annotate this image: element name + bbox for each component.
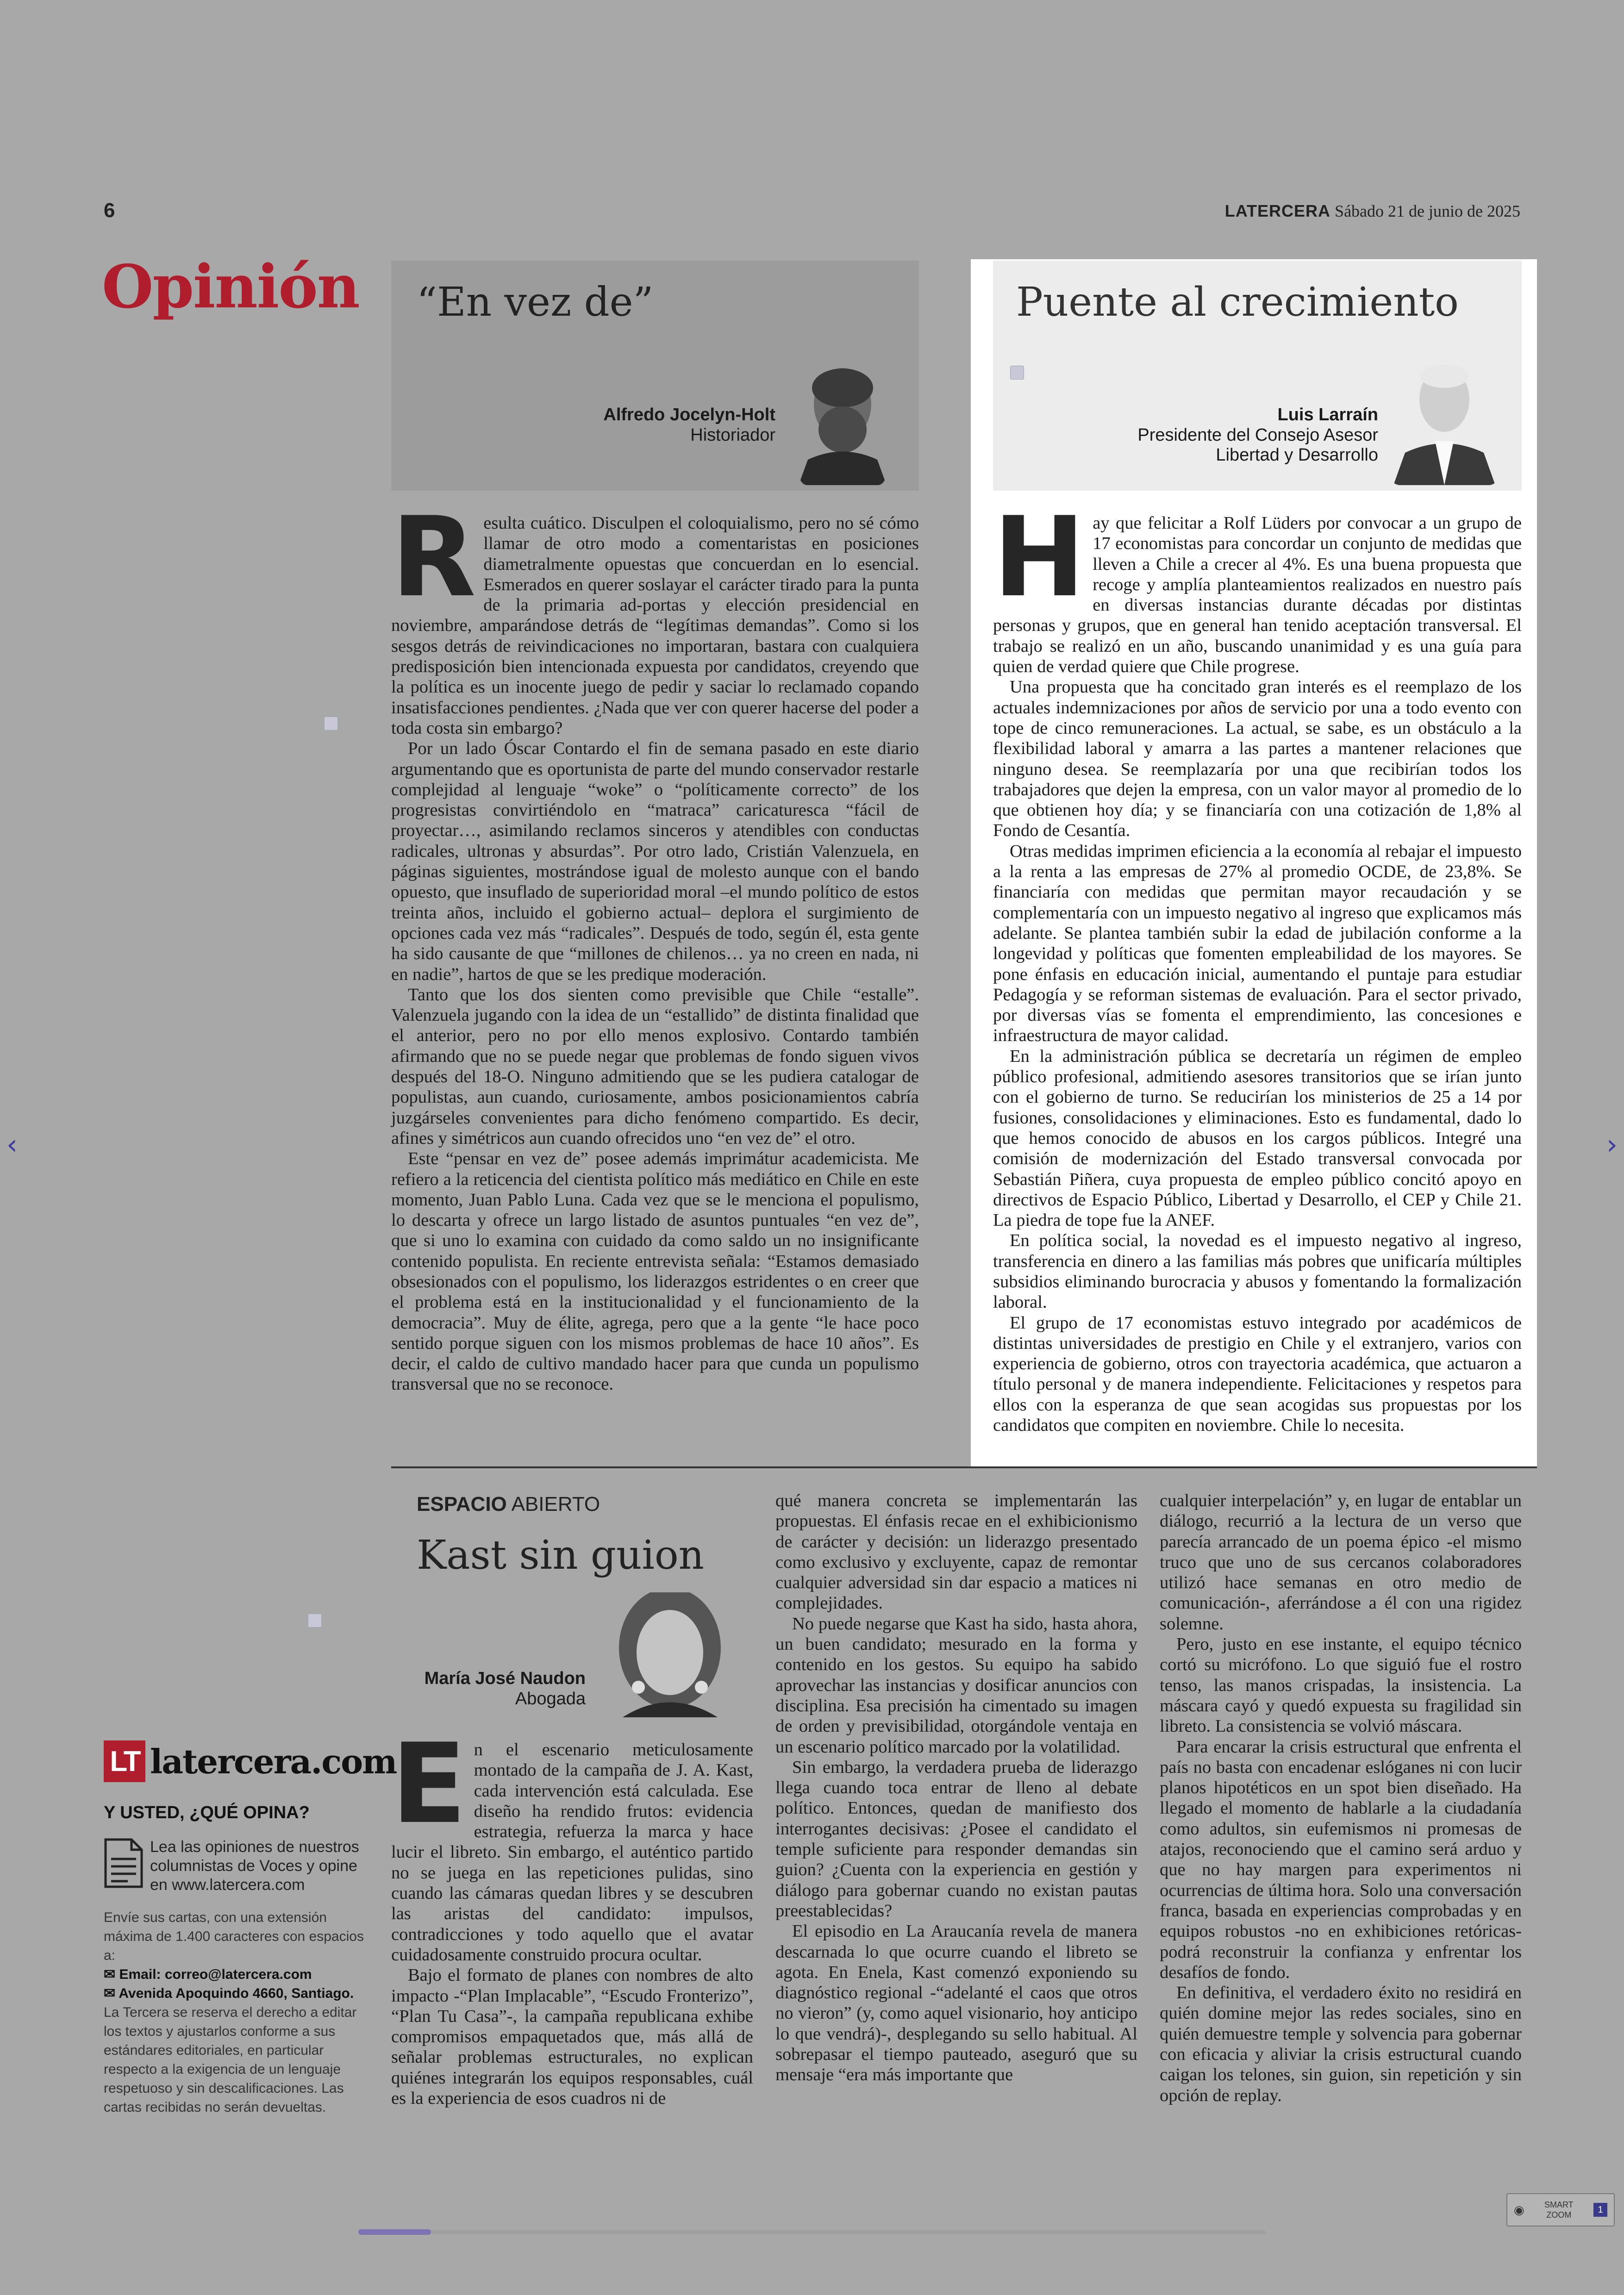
- smart-zoom-label-line1: SMART: [1544, 2200, 1574, 2209]
- article-title: Kast sin guion: [417, 1532, 705, 1578]
- author-role: Historiador: [690, 425, 775, 445]
- sidebar-email: Email: correo@latercera.com: [119, 1967, 312, 1982]
- byline: [417, 1669, 586, 1709]
- paragraph: El episodio en La Araucanía revela de manera descarnada lo que ocurre cuando el libreto se agota. En Enela, Kast comenzó exponiendo su diagnóstico regional -“adelanté el caos que otros no vieron” (y, como aquel visionario, hoy anticipo lo que vendrá)-, desplegando su sello habitual. Al sobrepasar el tiempo pauteado, aseguró que su mensaje “era más importante que: [775, 1921, 1137, 2085]
- kicker-light: ABIERTO: [506, 1493, 600, 1515]
- dropcap: R: [391, 493, 476, 622]
- article-body-col3a: [391, 1720, 753, 2108]
- column-header-jocelyn-holt: [391, 261, 919, 491]
- mail-icon: ✉: [104, 1967, 119, 1982]
- paragraph: El grupo de 17 economistas estuvo integrado por académicos de distintas universidades de prestigio en Chile y el extranjero, varios con experiencia de gobierno, otros con trayectoria académica, que actuaron a título personal y de manera independiente. Felicitaciones y respetos para ellos con la esperanza de que sean acogidas sus propuestas por los candidatos que compiten en noviembre. Chile lo necesita.: [993, 1313, 1522, 1435]
- author-role: Abogada: [515, 1689, 586, 1709]
- paragraph: Bajo el formato de planes con nombres de alto impacto -“Plan Implacable”, “Escudo Fronterizo”, “Plan Tu Casa”-, la campaña republicana exhibe compromisos empaquetados que, más allá de señalar problemas estructurales, no explican quiénes integrarán los equipos responsables, cuál es la experiencia de esos cuadros ni de: [391, 1965, 753, 2108]
- author-name: Luis Larraín: [1277, 405, 1378, 424]
- paragraph: Sin embargo, la verdadera prueba de liderazgo llega cuando toca entrar de lleno al debate político. Entonces, quedan de manifiesto dos interrogantes decisivas: ¿Posee el candidato el temple suficiente para responder demandas sin guion? ¿Cuenta con la experiencia en gestión y diálogo para gobernar cuando no existan pautas preestablecidas?: [775, 1757, 1137, 1921]
- sidebar-rules: Envíe sus cartas, con una extensión máxima de 1.400 caracteres con espacios a:: [104, 1910, 364, 1963]
- article-body-col2: [993, 493, 1522, 1435]
- article-title: “En vez de”: [417, 279, 654, 325]
- paragraph: Una propuesta que ha concitado gran interés es el reemplazo de los actuales indemnizaciones por años de servicio por una a todo evento con tope de cinco remuneraciones. La actual, se sabe, es un obstáculo a la flexibilidad laboral y amarra a las partes a mantener relaciones que ninguno desea. Se reemplazaría por una que recibirían todos los trabajadores que dejen la empresa, con un valor mayor al promedio de lo que obtienen hoy día; y se financiaría con una cotización de 1,8% al Fondo de Cesantía.: [993, 677, 1522, 841]
- paragraph: En la administración pública se decretaría un régimen de empleo público profesional, admitiendo asesores transitorios que se irían junto con el gobierno de turno. Se reducirían los ministerios de 25 a 14 por fusiones, consolidaciones y eliminaciones. Esto es fundamental, dado lo que hemos conocido de abusos en los cargos públicos. Integré una comisión de modernización del Estado transversal convocada por Sebastián Piñera, cuya propuesta de empleo público concitó apoyo en directivos de Espacio Público, Libertad y Desarrollo, el CEP y Chile 21. La piedra de tope fue la ANEF.: [993, 1046, 1522, 1230]
- paragraph: Tanto que los dos sienten como previsible que Chile “estalle”. Valenzuela jugando con la idea de un “estallido” de distinta finalidad que el anterior, pero no por ello menos explosivo. Contardo también afirmando que no se puede negar que problemas de fondo siguen vivos después del 18-O. Ninguno admitiendo que se les pudiera catalogar de populistas, aun cuando, curiosamente, ambos posicionamientos cabría juzgárseles convenientes para dicho fenómeno compartido. Es decir, afines y simétricos aun cuando ofrecidos uno “en vez de” el otro.: [391, 985, 919, 1148]
- annotation-icon[interactable]: [308, 1614, 322, 1628]
- sidebar-question: Y USTED, ¿QUÉ OPINA?: [104, 1803, 310, 1822]
- masthead: [1225, 201, 1520, 221]
- author-portrait: [799, 360, 887, 485]
- eye-icon: ◉: [1514, 2202, 1524, 2217]
- page-scrollbar-thumb[interactable]: [358, 2229, 431, 2235]
- page-scrollbar-track[interactable]: [358, 2230, 1266, 2234]
- paragraph: ay que felicitar a Rolf Lüders por convocar a un grupo de 17 economistas para concordar un conjunto de medidas que lleven a Chile a crecer al 4%. Es una buena propuesta que recoge y amplía planteamientos realizados en nuestro país en diversas instancias durante décadas por distintas personas y grupos, que en general han tenido aceptación transversal. El trabajo se realizó en un año, buscando unanimidad y es una guía para quien de verdad quiere que Chile progrese.: [993, 513, 1522, 677]
- author-portrait: [604, 1592, 736, 1717]
- author-portrait: [1389, 355, 1500, 485]
- envelope-icon: ✉: [104, 1986, 119, 2001]
- author-name: Alfredo Jocelyn-Holt: [603, 405, 775, 424]
- dropcap: E: [391, 1720, 467, 1848]
- sidebar-address-row: [104, 1984, 368, 2003]
- latercera-logo[interactable]: [104, 1740, 396, 1782]
- paragraph: Para encarar la crisis estructural que enfrenta el país no basta con encadenar eslóganes ni con lucir planos hipotéticos en un spot bien diseñado. Ha llegado el momento de hablarle a la ciudadanía como adultos, sin eufemismos ni promesas de atajos, reconociendo que el camino será arduo y que no hay margen para experimentos ni ocurrencias de última hora. Solo una conversación franca, basada en experiencias comprobadas y en equipos robustos -no en exhibiciones retóricas- podrá reconstruir la confianza y enfrentar los desafíos de fondo.: [1160, 1737, 1522, 1982]
- lt-logo-mark: LT: [104, 1740, 145, 1782]
- smart-zoom-label: [1544, 2200, 1574, 2220]
- paragraph: esulta cuático. Disculpen el coloquialismo, pero no sé cómo llamar de otro modo a comentaristas en posiciones diametralmente opuestas que concuerdan en lo esencial. Esmerados en querer soslayar el carácter tirado para la punta de la primaria ad-portas y elección presidencial en noviembre, amparándose detrás de “legítimas demandas”. Como si los sesgos detrás de reivindicaciones no importaran, bastara con cualquiera predisposición bien intencionada expuesta por candidatos, creyendo que la política es un inocente juego de pedir y saciar lo reclamado copando insatisfacciones pendientes. ¿Nada que ver con querer hacerse del poder a toda costa sin embargo?: [391, 513, 919, 738]
- document-icon: [104, 1838, 144, 1889]
- annotation-icon[interactable]: [1010, 366, 1024, 380]
- section-title: Opinión: [102, 252, 359, 322]
- section-divider: [391, 1466, 1537, 1468]
- annotation-icon[interactable]: [324, 717, 338, 730]
- masthead-brand: LATERCERA: [1224, 201, 1331, 220]
- paragraph: qué manera concreta se implementarán las propuestas. El énfasis recae en el exhibicionismo de carácter y decisión: un liderazgo presentado como exclusivo y excluyente, capaz de remontar cualquier adversidad sin dar espacio a matices ni complejidades.: [775, 1491, 1137, 1613]
- zoom-badge: 1: [1593, 2203, 1607, 2217]
- author-role: Libertad y Desarrollo: [1216, 445, 1378, 465]
- sidebar-email-row: [104, 1965, 368, 1984]
- paragraph: Por un lado Óscar Contardo el fin de semana pasado en este diario argumentando que es oportunista de parte del mundo conservador restarle complejidad al lenguaje “woke” o “políticamente correcto” de los progresistas convirtiéndolo en “matraca” caricaturesca “fácil de proyectar…, asimilando reclamos sinceros y atendibles con conductas radicales, ultronas y absurdas”. Por otro lado, Cristián Valenzuela, en páginas siguientes, mostrándose igual de molesto aunque con el bando opuesto, que insuflado de superioridad moral –el mundo político de estos treinta años, incluido el gobierno actual– deplora el surgimiento de opciones cada vez más “radicales”. Después de todo, según él, esta gente ha sido causante de que “millones de chilenos… ya no creen en nada, ni en nadie”, hartos de que se les predique moderación.: [391, 739, 919, 984]
- kicker: [417, 1493, 600, 1516]
- article-body-col3c: [1160, 1491, 1522, 2106]
- paragraph: n el escenario meticulosamente montado de la campaña de J. A. Kast, cada intervención está calculada. Ese diseño ha rendido frutos: evidencia estrategia, refuerza la marca y hace lucir el libreto. Sin embargo, el auténtico partido no se juega en las repeticiones pulidas, sino cuando las cámaras quedan libres y se descubren las aristas del candidato: impulsos, contradicciones y todo aquello que el avatar cuidadosamente construido procura ocultar.: [391, 1740, 753, 1964]
- next-page-button[interactable]: ›: [1606, 1129, 1618, 1161]
- sidebar-invite-text: Lea las opiniones de nuestros columnistas de Voces y opine en www.latercera.com: [150, 1838, 359, 1894]
- byline: [603, 405, 775, 445]
- sidebar-invite: [104, 1838, 368, 1895]
- paragraph: En definitiva, el verdadero éxito no residirá en quién domine mejor las redes sociales, sino en quién demuestre temple y solvencia para gobernar con eficacia y aliviar la crisis estructural cuando caigan los telones, sin guion, sin repetición y sin opción de replay.: [1160, 1983, 1522, 2105]
- masthead-date: Sábado 21 de junio de 2025: [1335, 202, 1520, 220]
- paragraph: Pero, justo en ese instante, el equipo técnico cortó su micrófono. Lo que siguió fue el rostro tenso, las manos crispadas, la insistencia. La máscara cayó y quedó expuesta su fragilidad sin libreto. La consistencia se volvió máscara.: [1160, 1634, 1522, 1736]
- smart-zoom-label-line2: ZOOM: [1546, 2210, 1572, 2220]
- paragraph: Este “pensar en vez de” posee además imprimátur academicista. Me refiero a la reticencia del cientista político más mediático en Chile en este momento, Juan Pablo Luna. Cada vez que se le menciona el populismo, lo descarta y ofrece un largo listado de asuntos puntuales “en vez de”, que si uno lo examina con cuidado da como saldo un no insignificante contenido populista. En reciente entrevista señala: “Estamos demasiado obsesionados con el populismo, los liderazgos estridentes o en creer que el problema está en la institucionalidad y el funcionamiento de la democracia”. Muy de élite, agrega, pero que a la gente “le hace poco sentido porque siguen con los mismos problemas de hace 10 años”. Es decir, el caldo de cultivo mandado hacer para que cunda un populismo transversal que no se reconoce.: [391, 1149, 919, 1394]
- sidebar-notes: [104, 1908, 368, 2117]
- byline: [1137, 405, 1378, 466]
- article-body-col1: [391, 493, 919, 1395]
- sidebar-address: Avenida Apoquindo 4660, Santiago.: [119, 1986, 354, 2001]
- column-header-larrain: [993, 261, 1522, 491]
- dropcap: H: [993, 493, 1086, 622]
- paragraph: No puede negarse que Kast ha sido, hasta ahora, un buen candidato; mesurado en la forma y contenido en los gestos. Su equipo ha sabido aprovechar las instancias y dosificar anuncios con disciplina. Esa precisión ha cimentado su imagen de orden y previsibilidad, otorgándole ventaja en un escenario político marcado por la volatilidad.: [775, 1614, 1137, 1757]
- lt-logo-text: latercera.com: [150, 1741, 397, 1781]
- paragraph: cualquier interpelación” y, en lugar de entablar un diálogo, recurrió a la lectura de un verso que parecía arrancado de un poema épico -el mismo truco que uno de sus cercanos colaboradores utilizó hace semanas en otro medio de comunicación-, aferrándose a él con una rigidez solemne.: [1160, 1491, 1522, 1634]
- author-role: Presidente del Consejo Asesor: [1137, 425, 1378, 445]
- kicker-bold: ESPACIO: [417, 1493, 507, 1515]
- smart-zoom-button[interactable]: [1506, 2193, 1615, 2226]
- article-title: Puente al crecimiento: [1016, 279, 1459, 325]
- author-name: María José Naudon: [424, 1669, 586, 1688]
- article-body-col3b: [775, 1491, 1137, 2085]
- page-number: 6: [104, 199, 115, 222]
- paragraph: Otras medidas imprimen eficiencia a la economía al rebajar el impuesto a la renta a las empresas de 27% al promedio OCDE, de 23,8%. Se financiaría con medidas que permitan mayor recaudación y se complementaría con un impuesto negativo al ingreso que explicamos más adelante. Se plantea también subir la edad de jubilación conforme a la longevidad y políticas que fomenten empleabilidad de los mayores. Se pone énfasis en educación inicial, aumentando el puntaje para estudiar Pedagogía y se reforman sistemas de evaluación. Para el sector privado, por diversas vías se fomenta el emprendimiento, las concesiones e infraestructura de mayor calidad.: [993, 841, 1522, 1046]
- prev-page-button[interactable]: ‹: [6, 1129, 18, 1161]
- sidebar-disclaimer: La Tercera se reserva el derecho a editar los textos y ajustarlos conforme a sus estándares editoriales, en particular respecto a la exigencia de un lenguaje respetuoso y sin descalificaciones. Las cartas recibidas no serán devueltas.: [104, 2005, 357, 2115]
- paragraph: En política social, la novedad es el impuesto negativo al ingreso, transferencia en dinero a las familias más pobres que unificaría múltiples subsidios eliminando burocracia y abusos y fomentando la formalización laboral.: [993, 1231, 1522, 1312]
